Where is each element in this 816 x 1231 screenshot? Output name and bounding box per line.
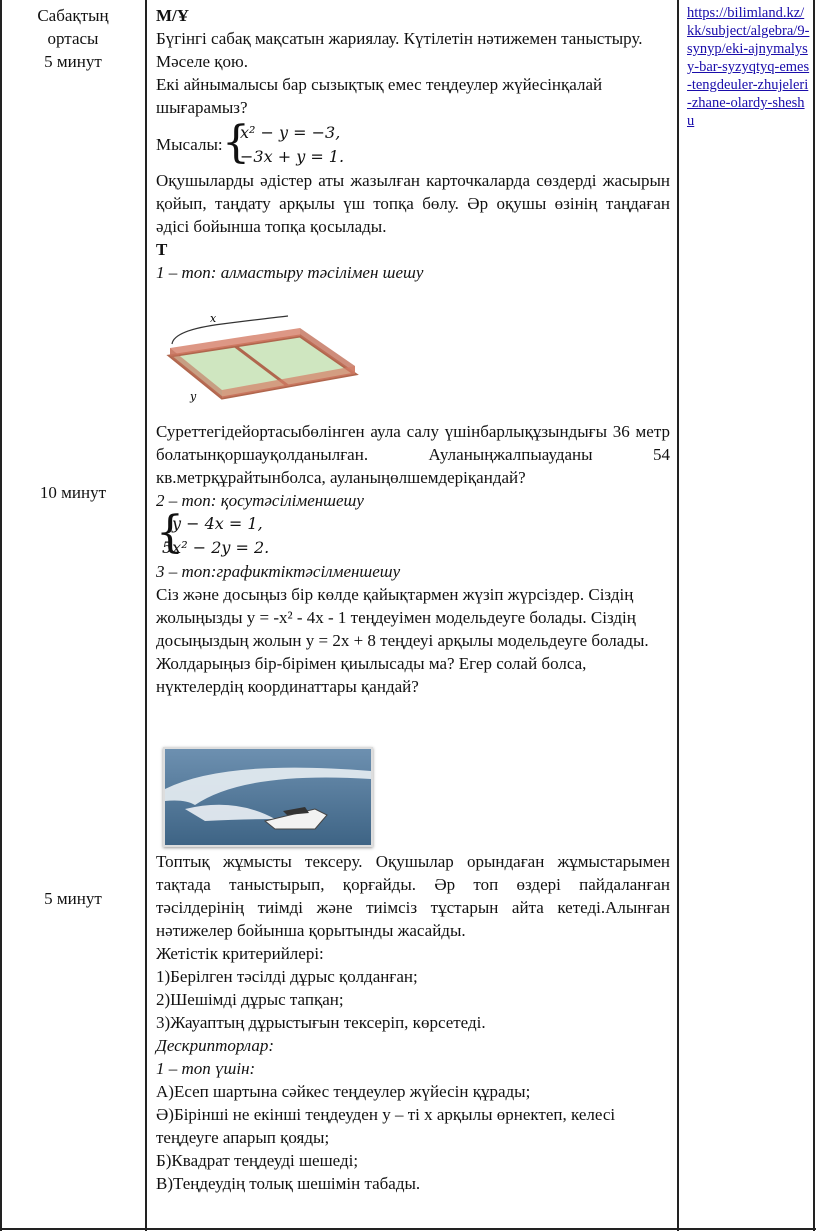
group3-title: 3 – топ:графиктіктәсілменшешу <box>156 562 401 581</box>
example-eq1: x² − y = −3, <box>240 123 341 142</box>
group2-system <box>156 507 670 560</box>
boat-text: Сіз және досыңыз бір көлде қайықтармен жүзіп жүрсіздер. Сіздің жолыңызды y = -x² - 4x - 1 теңдеуімен модельдеуге болады. Сіздің досыңыздың жолын y = 2x + 8 теңдеуі арқылы модельдеуге болады. Жолдарыңыз бір-бірімен қиылысады ма? Егер солай болса, нүктелердің координаттары қандай? <box>156 585 649 696</box>
table-border-bottom <box>0 1228 816 1230</box>
problem-text: Мәселе қою. <box>156 52 248 71</box>
stage-time-1: 5 минут <box>44 52 102 71</box>
stage-cell <box>2 4 144 73</box>
system-brace: { <box>222 117 250 168</box>
descriptors-group: 1 – топ үшін: <box>156 1059 256 1078</box>
criteria-title: Жетістік критерийлері: <box>156 944 324 963</box>
question-text: Екі айнымалысы бар сызықтық емес теңдеулер жүйесінқалай шығарамыз? <box>156 75 603 117</box>
boat-photo <box>163 747 373 847</box>
fence-illustration <box>160 306 360 416</box>
descriptor-item: Ә)Бірінші не екінші теңдеуден у – ті х арқылы өрнектеп, келесі теңдеуге апарып қояды; <box>156 1105 616 1147</box>
resource-link[interactable]: https://bilimland.kz/kk/subject/algebra/9-synyp/eki-ajnymalysy-bar-syzyqtyq-emes-tengdeuler-zhujeleri-zhane-olardy-sheshu <box>687 5 810 129</box>
lesson-content <box>156 4 670 284</box>
descriptor-item: Б)Квадрат теңдеуді шешеді; <box>156 1151 359 1170</box>
heading: М/Ұ <box>156 6 190 25</box>
lesson-content-2 <box>156 420 670 698</box>
fence-text: Суреттегідейортасыбөлінген аула салу үшінбарлықұзындығы 36 метр болатынқоршауқолданылған. Ауланыңжалпыауданы 54 кв.метрқұрайтынболса, ауланыңөлшемдеріқандай? <box>156 422 670 487</box>
group2-eq1: y − 4x = 1, <box>172 514 263 533</box>
t-label: Т <box>156 240 168 259</box>
table-border-right <box>813 0 815 1231</box>
group1-title: 1 – топ: алмастыру тәсілімен шешу <box>156 263 424 282</box>
lesson-content-3 <box>156 850 670 1195</box>
table-border-col1 <box>145 0 147 1231</box>
criteria-item: 1)Берілген тәсілді дұрыс қолданған; <box>156 967 418 986</box>
goal-text: Бүгінгі сабақ мақсатын жариялау. Күтілетін нәтижемен таныстыру. <box>156 29 643 48</box>
descriptor-item: В)Теңдеудің толық шешімін табады. <box>156 1174 421 1193</box>
descriptor-item: А)Есеп шартына сәйкес теңдеулер жүйесін құрады; <box>156 1082 531 1101</box>
example-eq2: −3x + y = 1. <box>240 147 345 166</box>
stage-time-2: 10 минут <box>39 483 107 502</box>
table-border-col2 <box>677 0 679 1231</box>
group2-eq2: 5x² − 2y = 2. <box>162 538 270 557</box>
example-system <box>156 117 670 169</box>
criteria-item: 2)Шешімді дұрыс тапқан; <box>156 990 344 1009</box>
table-border-left <box>0 0 2 1231</box>
example-label: Мысалы: <box>156 135 223 154</box>
stage-time-3: 5 минут <box>44 889 102 908</box>
check-text: Топтық жұмысты тексеру. Оқушылар орындаған жұмыстарымен тақтада таныстырып, қорғайды. Әр топ өздері пайдаланған тәсілдерінің тиімді және тиімсіз тұстарын айта кетеді.Алынған нәтижелер бойынша қорытынды жасайды. <box>156 852 670 940</box>
fence-label-x: x <box>210 312 217 325</box>
cards-text: Оқушыларды әдістер аты жазылған карточкаларда сөздерді жасырын қойып, таңдату арқылы үш топқа бөлу. Әр оқушы өзінің таңдаған әдісі бойынша топқа қосылады. <box>156 171 670 236</box>
descriptors-title: Дескрипторлар: <box>156 1036 275 1055</box>
stage-label-2: ортасы <box>47 29 99 48</box>
group2-brace: { <box>156 507 184 558</box>
group2-title: 2 – топ: қосутәсіліменшешу <box>156 491 364 510</box>
fence-label-y: y <box>190 390 197 403</box>
stage-label-1: Сабақтың <box>37 6 109 25</box>
criteria-item: 3)Жауаптың дұрыстығын тексеріп, көрсетеді. <box>156 1013 486 1032</box>
